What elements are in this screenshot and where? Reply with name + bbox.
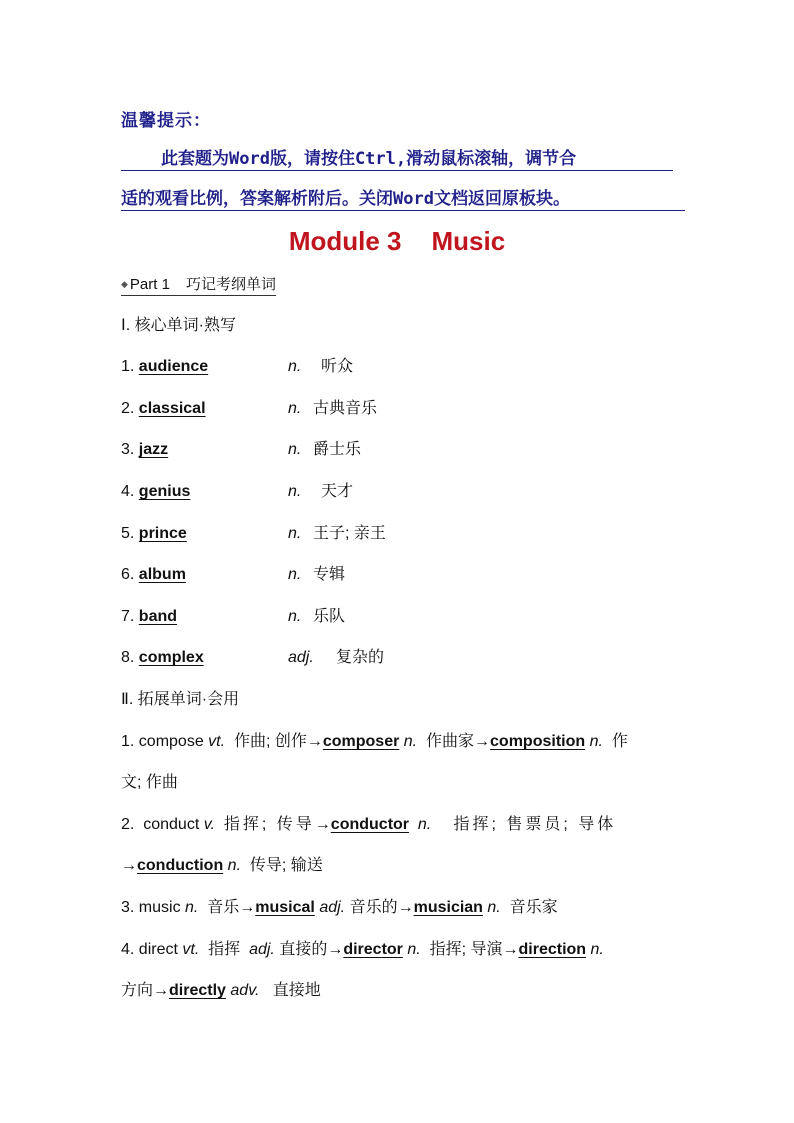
part-label: Part 1 xyxy=(129,276,170,293)
item-word: classical xyxy=(138,400,206,417)
item-pos: n. xyxy=(288,400,302,417)
item-meaning: 复杂的 xyxy=(336,649,385,666)
item-meaning: 爵士乐 xyxy=(313,441,362,458)
list-item xyxy=(121,398,681,420)
diamond-icon: ◆ xyxy=(121,279,128,289)
item-meaning: 听众 xyxy=(321,358,354,375)
item-word: prince xyxy=(138,525,187,542)
derivation-entry-1-cont: 文; 作曲 xyxy=(121,774,178,791)
derivation-entry-2: 2. conduct v. 指挥; 传导→conductor n. 指挥; 售票员; 导体 xyxy=(121,816,617,833)
tip-title: 温馨提示： xyxy=(121,111,211,131)
item-number: 4. xyxy=(121,483,135,500)
list-item xyxy=(121,606,681,628)
list-item xyxy=(121,356,681,378)
item-pos: n. xyxy=(288,608,302,625)
module-title xyxy=(0,226,794,257)
item-number: 5. xyxy=(121,525,135,542)
item-word: jazz xyxy=(138,441,169,458)
item-meaning: 专辑 xyxy=(313,566,346,583)
module-name: Module 3 xyxy=(288,226,402,256)
item-word: audience xyxy=(138,358,209,375)
derivation-entry-2-cont: →conduction n. 传导; 输送 xyxy=(121,857,323,874)
section-1-heading: Ⅰ. 核心单词·熟写 xyxy=(121,317,236,334)
list-item xyxy=(121,647,681,669)
item-number: 3. xyxy=(121,441,135,458)
item-number: 6. xyxy=(121,566,135,583)
item-pos: adj. xyxy=(288,649,314,666)
item-meaning: 王子; 亲王 xyxy=(313,525,386,542)
item-pos: n. xyxy=(288,358,302,375)
item-pos: n. xyxy=(288,483,302,500)
item-word: album xyxy=(138,566,186,583)
item-pos: n. xyxy=(288,441,302,458)
tip-line-2: 适的观看比例，答案解析附后。关闭Word文档返回原板块。 xyxy=(121,188,685,211)
list-item xyxy=(121,523,681,545)
derivation-entry-4: 4. direct vt. 指挥 adj. 直接的→director n. 指挥; 导演→direction n. xyxy=(121,941,604,958)
part-title: 巧记考纲单词 xyxy=(185,276,276,293)
list-item xyxy=(121,439,681,461)
item-number: 8. xyxy=(121,649,135,666)
list-item xyxy=(121,564,681,586)
item-number: 1. xyxy=(121,358,135,375)
item-pos: n. xyxy=(288,566,302,583)
derivation-entry-3: 3. music n. 音乐→musical adj. 音乐的→musician n. 音乐家 xyxy=(121,899,558,916)
item-pos: n. xyxy=(288,525,302,542)
item-meaning: 古典音乐 xyxy=(313,400,378,417)
part-heading xyxy=(121,274,276,296)
module-topic: Music xyxy=(431,226,506,256)
item-word: genius xyxy=(138,483,191,500)
tip-line-1: 此套题为Word版，请按住Ctrl,滑动鼠标滚轴，调节合 xyxy=(121,148,673,171)
item-word: band xyxy=(138,608,178,625)
section-2-heading: Ⅱ. 拓展单词·会用 xyxy=(121,691,240,708)
list-item xyxy=(121,481,681,503)
item-word: complex xyxy=(138,649,204,666)
derivation-entry-4-cont: 方向→directly adv. 直接地 xyxy=(121,982,321,999)
item-number: 7. xyxy=(121,608,135,625)
derivation-entry-1: 1. compose vt. 作曲; 创作→composer n. 作曲家→composition n. 作 xyxy=(121,733,628,750)
item-number: 2. xyxy=(121,400,135,417)
item-meaning: 乐队 xyxy=(313,608,346,625)
item-meaning: 天才 xyxy=(321,483,354,500)
